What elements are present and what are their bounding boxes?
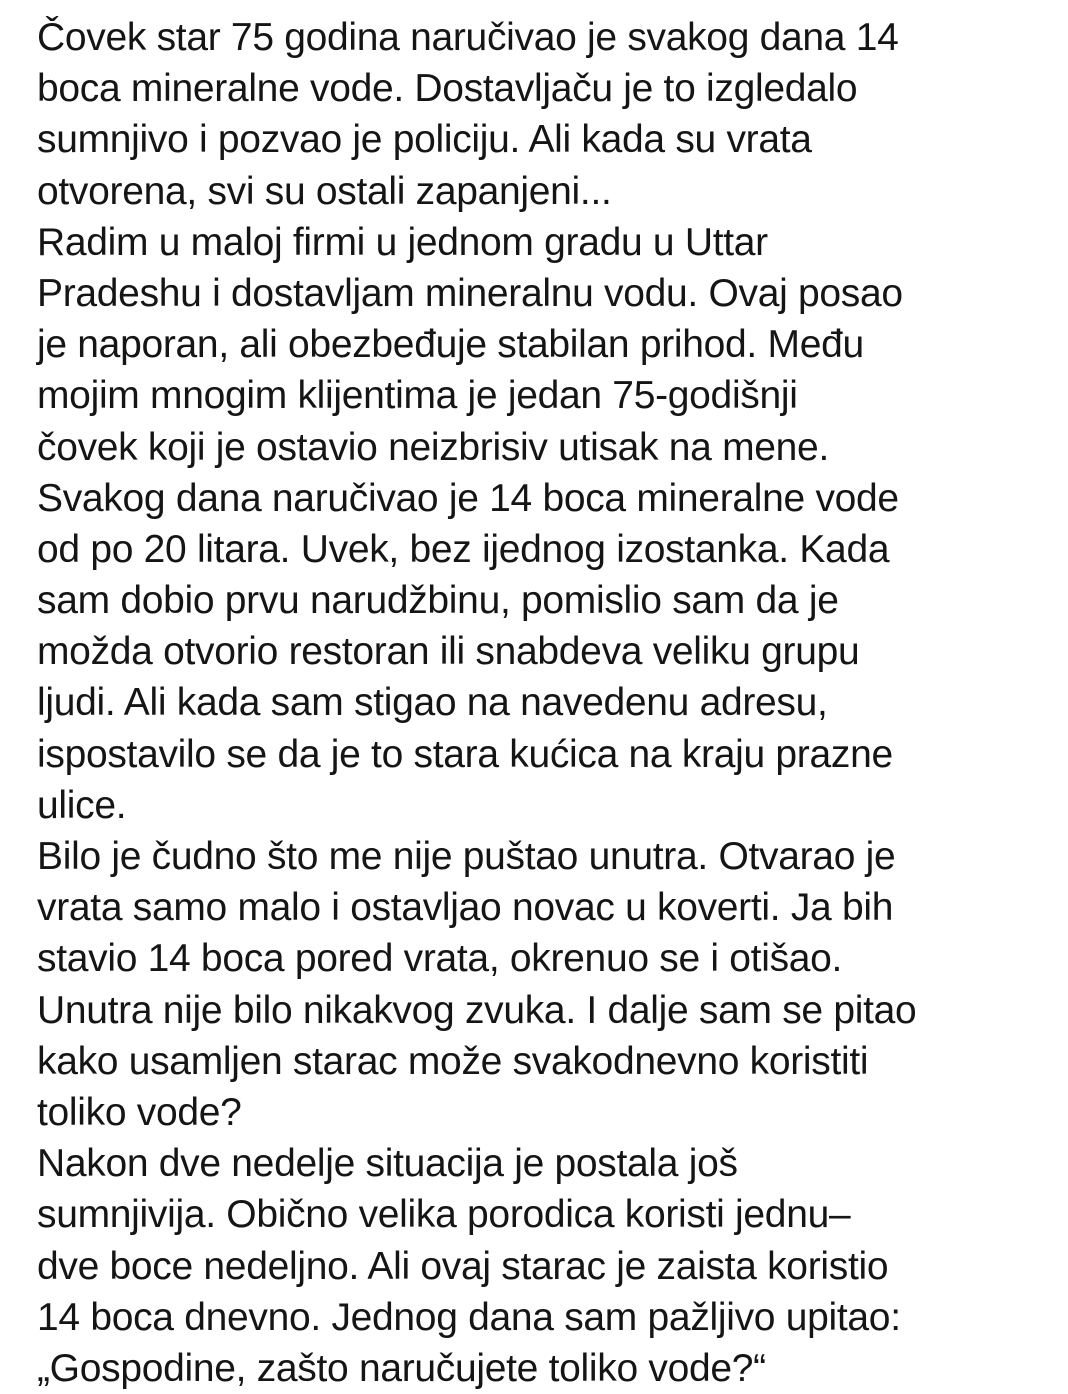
- clipped-line: „Gospodine, zašto naručujete toliko vode?“: [37, 1346, 766, 1390]
- story-line: Čovek star 75 godina naručivao je svakog dana 14: [37, 16, 899, 59]
- story-line: vrata samo malo i ostavljao novac u koverti. Ja bih: [37, 886, 894, 930]
- story-lines: [37, 12, 1060, 1343]
- story-line: sam dobio prvu narudžbinu, pomislio sam da je: [37, 579, 839, 623]
- story-line: je naporan, ali obezbeđuje stabilan prihod. Među: [37, 323, 864, 367]
- story-line: možda otvorio restoran ili snabdeva veliku grupu: [37, 630, 860, 674]
- story-line: mojim mnogim klijentima je jedan 75-godišnji: [37, 374, 798, 418]
- story-line: Radim u maloj firmi u jednom gradu u Uttar: [37, 220, 768, 264]
- story-line: čovek koji je ostavio neizbrisiv utisak na mene.: [37, 425, 829, 469]
- story-line: Unutra nije bilo nikakvog zvuka. I dalje sam se pitao: [37, 988, 917, 1032]
- story-line: od po 20 litara. Uvek, bez ijednog izostanka. Kada: [37, 527, 890, 571]
- story-line: sumnjivija. Obično velika porodica koristi jednu–: [37, 1193, 851, 1237]
- story-line: toliko vode?: [37, 1090, 242, 1134]
- story-line: otvorena, svi su ostali zapanjeni...: [37, 169, 612, 213]
- story-line: Svakog dana naručivao je 14 boca mineralne vode: [37, 476, 899, 520]
- story-line: ispostavilo se da je to stara kućica na kraju prazne: [37, 732, 893, 776]
- story-line: ljudi. Ali kada sam stigao na navedenu adresu,: [37, 681, 828, 725]
- story-line: stavio 14 boca pored vrata, okrenuo se i otišao.: [37, 937, 843, 981]
- story-line: Pradeshu i dostavljam mineralnu vodu. Ovaj posao: [37, 271, 903, 315]
- story-line: Nakon dve nedelje situacija je postala još: [37, 1142, 738, 1186]
- story-line: kako usamljen starac može svakodnevno koristiti: [37, 1039, 869, 1083]
- story-line: sumnjivo i pozvao je policiju. Ali kada su vrata: [37, 118, 812, 162]
- story-line: 14 boca dnevno. Jednog dana sam pažljivo upitao:: [37, 1295, 901, 1339]
- story-line: ulice.: [37, 783, 127, 827]
- story-line: dve boce nedeljno. Ali ovaj starac je zaista koristio: [37, 1244, 889, 1288]
- story-line: Bilo je čudno što me nije puštao unutra. Otvarao je: [37, 835, 896, 878]
- story-line: boca mineralne vode. Dostavljaču je to izgledalo: [37, 67, 858, 111]
